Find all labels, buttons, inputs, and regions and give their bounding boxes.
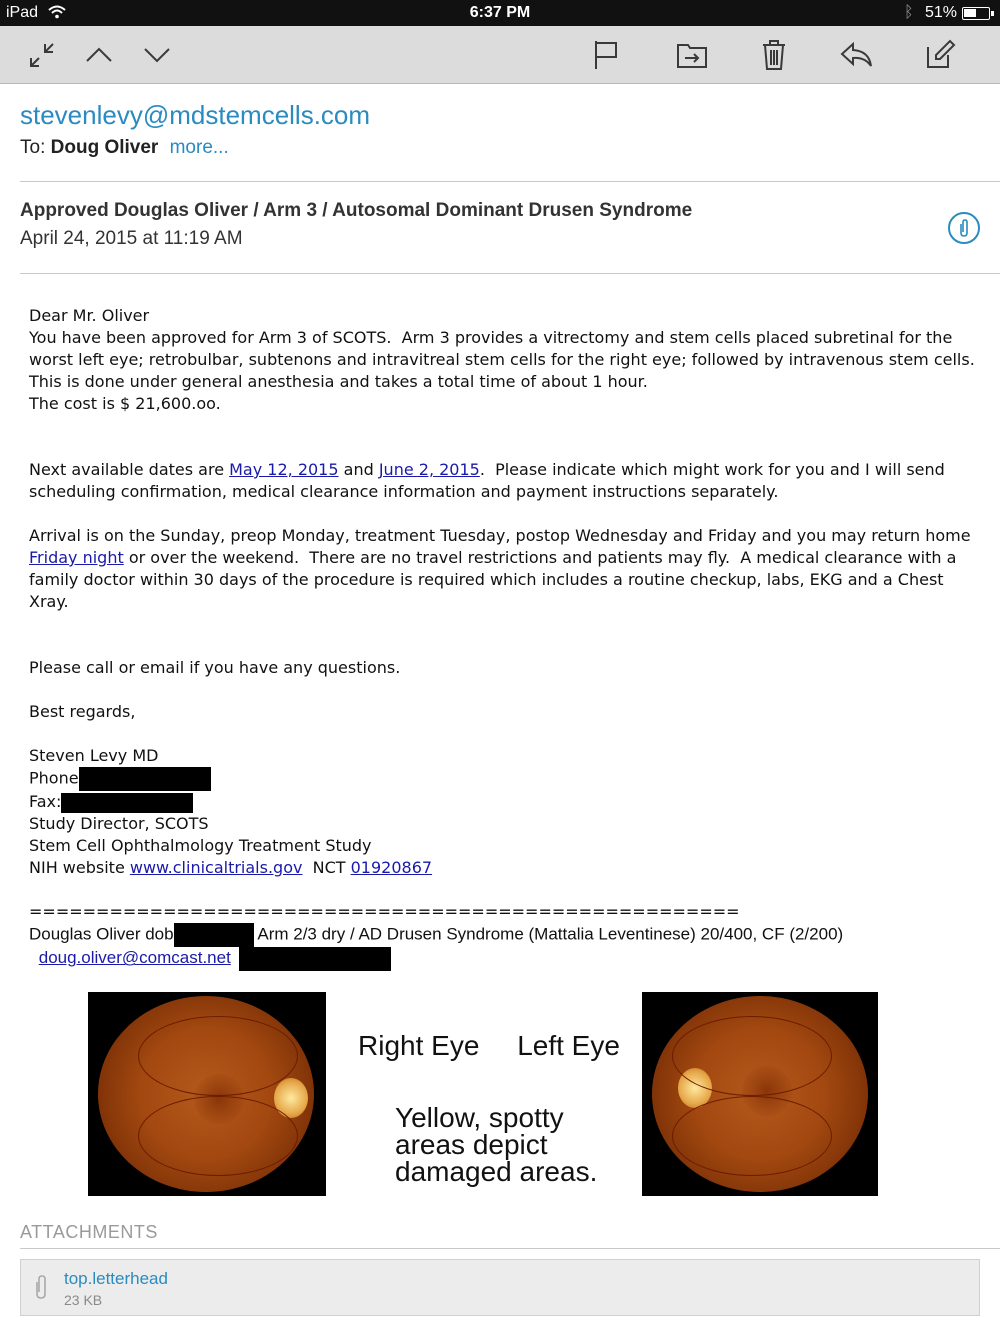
date-link-may[interactable]: May 12, 2015	[229, 460, 339, 479]
mail-header	[20, 100, 1000, 159]
patient-email-line	[29, 947, 979, 971]
subject-divider	[20, 273, 1000, 274]
dates-paragraph	[29, 459, 979, 503]
compose-icon[interactable]	[920, 36, 960, 74]
dates-and: and	[338, 460, 379, 479]
reply-icon[interactable]	[836, 36, 876, 74]
attachments-heading: ATTACHMENTS	[20, 1222, 158, 1242]
patient-email-link[interactable]: doug.oliver@comcast.net	[38, 948, 231, 968]
status-time: 6:37 PM	[469, 4, 531, 21]
battery-percent: 51%	[925, 4, 958, 21]
signature-fax	[29, 791, 979, 813]
signature-phone	[29, 767, 979, 791]
note-line: areas depict	[395, 1129, 548, 1160]
drusen-note	[395, 1104, 597, 1185]
subject-block	[20, 200, 920, 250]
separator-line: =====================================================	[29, 902, 740, 921]
eye-labels	[358, 1030, 650, 1062]
retina-image	[88, 992, 880, 1197]
paperclip-icon	[33, 1274, 49, 1305]
to-label: To:	[20, 137, 46, 158]
collapse-icon[interactable]	[22, 36, 62, 74]
patient-line	[29, 923, 979, 947]
mail-toolbar	[0, 26, 1000, 84]
signature-study: Stem Cell Ophthalmology Treatment Study	[29, 836, 372, 855]
header-divider	[20, 181, 1000, 182]
redaction-box	[174, 923, 254, 947]
nih-label: NIH website	[29, 858, 130, 877]
sender-address[interactable]: stevenlevy@mdstemcells.com	[20, 100, 371, 130]
redaction-box	[61, 793, 193, 813]
right-eye-photo	[88, 992, 326, 1196]
dates-prefix: Next available dates are	[29, 460, 230, 479]
note-line: damaged areas.	[395, 1156, 598, 1187]
friday-night-link[interactable]: Friday night	[29, 548, 124, 567]
attachment-filename[interactable]: top.letterhead	[64, 1269, 168, 1288]
trash-icon[interactable]	[754, 36, 794, 74]
phone-label: Phone	[29, 768, 79, 788]
redaction-box	[239, 947, 391, 971]
dates-suffix: . Please indicate which might work for you and I will send scheduling confirmation, medical clearance information and payment instructions separately.	[29, 460, 950, 501]
regards-line: Best regards,	[29, 702, 136, 721]
patient-name: Douglas Oliver dob	[29, 924, 174, 944]
mail-date: April 24, 2015 at 11:19 AM	[20, 228, 243, 249]
mail-body	[29, 305, 985, 971]
arrival-suffix: or over the weekend. There are no travel restrictions and patients may fly. A medical clearance with a family doctor within 30 days of the procedure is required which includes a routine checkup, labs, EKG and a Chest Xray.	[29, 548, 962, 611]
bluetooth-icon: ᛒ	[904, 4, 914, 21]
nct-link[interactable]: 01920867	[350, 858, 433, 877]
move-folder-icon[interactable]	[672, 36, 712, 74]
flag-icon[interactable]	[586, 36, 626, 74]
attachments-divider	[20, 1248, 1000, 1249]
mail-subject: Approved Douglas Oliver / Arm 3 / Autosomal Dominant Drusen Syndrome	[20, 200, 693, 221]
attachment-indicator-icon[interactable]	[948, 212, 980, 244]
chevron-down-icon[interactable]	[137, 36, 177, 74]
left-eye-label: Left Eye	[517, 1030, 620, 1061]
fax-label: Fax:	[29, 792, 62, 811]
approval-paragraph: You have been approved for Arm 3 of SCOTS. Arm 3 provides a vitrectomy and stem cells placed subretinal for the worst left eye; retrobulbar, subtenons and intravitreal stem cells for the right eye; followed by intravenous stem cells. This is done under general anesthesia and takes a total time of about 1 hour.	[29, 328, 985, 391]
recipient-name[interactable]: Doug Oliver	[50, 137, 159, 158]
cost-line: The cost is $ 21,600.oo.	[29, 394, 221, 413]
arrival-prefix: Arrival is on the Sunday, preop Monday, treatment Tuesday, postop Wednesday and Friday and you may return home	[29, 526, 976, 545]
questions-line: Please call or email if you have any questions.	[29, 658, 401, 677]
clinicaltrials-link[interactable]: www.clinicaltrials.gov	[129, 858, 303, 877]
nct-label: NCT	[302, 858, 351, 877]
arrival-paragraph	[29, 525, 979, 613]
redaction-box	[79, 767, 211, 791]
date-link-june[interactable]: June 2, 2015	[378, 460, 480, 479]
signature-nih	[29, 857, 979, 879]
patient-details: Arm 2/3 dry / AD Drusen Syndrome (Mattalia Leventinese) 20/400, CF (2/200)	[253, 924, 844, 944]
signature-name: Steven Levy MD	[29, 746, 159, 765]
carrier-label: iPad	[6, 4, 39, 21]
recipient-line	[20, 137, 1000, 159]
left-eye-photo	[642, 992, 878, 1196]
greeting: Dear Mr. Oliver	[29, 306, 150, 325]
status-bar	[0, 0, 1000, 26]
attachment-filesize: 23 KB	[64, 1292, 103, 1308]
right-eye-label: Right Eye	[358, 1030, 480, 1061]
signature-title: Study Director, SCOTS	[29, 814, 209, 833]
note-line: Yellow, spotty	[395, 1102, 564, 1133]
chevron-up-icon[interactable]	[79, 36, 119, 74]
more-recipients-link[interactable]: more...	[169, 137, 229, 158]
battery-icon	[962, 7, 990, 20]
attachment-item[interactable]	[20, 1259, 980, 1316]
